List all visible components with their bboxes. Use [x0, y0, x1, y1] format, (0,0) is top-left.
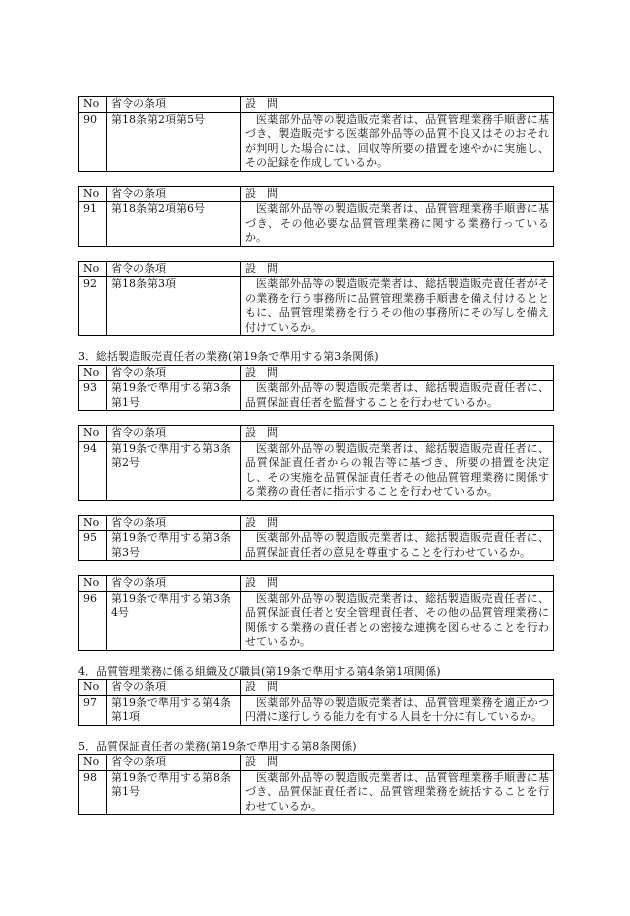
row-number: 92 — [79, 277, 107, 336]
question-table — [78, 365, 554, 412]
table-row — [79, 112, 554, 171]
header-article: 省令の条項 — [107, 261, 241, 277]
row-number: 90 — [79, 112, 107, 171]
table-row — [79, 695, 554, 725]
header-no: No — [79, 365, 107, 381]
row-question: 医薬部外品等の製造販売業者は、総括製造販売責任者がその業務を行う事務所に品質管理業務手順書を備え付けるとともに、品質管理業務を行うその他の事務所にその写しを備え付けているか。 — [241, 277, 554, 336]
header-question: 設 問 — [241, 755, 554, 771]
table-row — [79, 441, 554, 500]
row-article: 第19条で準用する第3条第3号 — [107, 531, 241, 561]
row-question: 医薬部外品等の製造販売業者は、品質管理業務を適正かつ円滑に遂行しうる能力を有する人員を十分に有しているか。 — [241, 695, 554, 725]
table-header-row — [79, 261, 554, 277]
row-question: 医薬部外品等の製造販売業者は、総括製造販売責任者に、品質保証責任者と安全管理責任者、その他の品質管理業務に関係する業務の責任者との密接な連携を図らせることを行わせているか。 — [241, 591, 554, 650]
question-table — [78, 515, 554, 562]
table-row — [79, 277, 554, 336]
header-no: No — [79, 515, 107, 531]
row-number: 95 — [79, 531, 107, 561]
row-article: 第19条で準用する第4条第1項 — [107, 695, 241, 725]
header-article: 省令の条項 — [107, 755, 241, 771]
header-question: 設 問 — [241, 261, 554, 277]
question-table — [78, 261, 554, 337]
row-question: 医薬部外品等の製造販売業者は、品質管理業務手順書に基づき、品質保証責任者に、品質管理業務を統括することを行わせているか。 — [241, 770, 554, 815]
table-row — [79, 202, 554, 247]
question-table — [78, 186, 554, 247]
header-article: 省令の条項 — [107, 515, 241, 531]
row-article: 第18条第2項第5号 — [107, 112, 241, 171]
row-number: 94 — [79, 441, 107, 500]
row-article: 第19条で準用する第8条第1号 — [107, 770, 241, 815]
header-question: 設 問 — [241, 97, 554, 113]
table-row — [79, 770, 554, 815]
header-no: No — [79, 186, 107, 202]
header-no: No — [79, 755, 107, 771]
header-article: 省令の条項 — [107, 576, 241, 592]
section-heading: 5．品質保証責任者の業務(第19条で準用する第8条関係) — [78, 739, 357, 753]
row-article: 第19条で準用する第3条第2号 — [107, 441, 241, 500]
row-article: 第18条第3項 — [107, 277, 241, 336]
question-table — [78, 679, 554, 726]
header-no: No — [79, 426, 107, 442]
table-row — [79, 591, 554, 650]
table-row — [79, 531, 554, 561]
row-article: 第18条第2項第6号 — [107, 202, 241, 247]
header-question: 設 問 — [241, 576, 554, 592]
section-heading: 4．品質管理業務に係る組織及び職員(第19条で準用する第4条第1項関係) — [78, 664, 441, 678]
table-header-row — [79, 515, 554, 531]
table-header-row — [79, 186, 554, 202]
row-number: 93 — [79, 381, 107, 411]
row-question: 医薬部外品等の製造販売業者は、品質管理業務手順書に基づき、製造販売する医薬部外品等の品質不良又はそのおそれが判明した場合には、回収等所要の措置を速やかに実施し、その記録を作成しているか。 — [241, 112, 554, 171]
header-no: No — [79, 680, 107, 696]
row-question: 医薬部外品等の製造販売業者は、品質管理業務手順書に基づき、その他必要な品質管理業務に関する業務行っているか。 — [241, 202, 554, 247]
table-header-row — [79, 426, 554, 442]
table-header-row — [79, 680, 554, 696]
row-number: 97 — [79, 695, 107, 725]
header-no: No — [79, 261, 107, 277]
question-table — [78, 575, 554, 651]
question-table — [78, 754, 554, 815]
header-question: 設 問 — [241, 186, 554, 202]
header-article: 省令の条項 — [107, 426, 241, 442]
document-body — [78, 96, 554, 829]
row-number: 96 — [79, 591, 107, 650]
table-header-row — [79, 97, 554, 113]
row-number: 98 — [79, 770, 107, 815]
header-question: 設 問 — [241, 680, 554, 696]
row-article: 第19条で準用する第3条第1号 — [107, 381, 241, 411]
row-article: 第19条で準用する第3条4号 — [107, 591, 241, 650]
header-question: 設 問 — [241, 426, 554, 442]
header-question: 設 問 — [241, 365, 554, 381]
row-question: 医薬部外品等の製造販売業者は、総括製造販売責任者に、品質保証責任者の意見を尊重することを行わせているか。 — [241, 531, 554, 561]
header-question: 設 問 — [241, 515, 554, 531]
section-heading: 3．総括製造販売責任者の業務(第19条で準用する第3条関係) — [78, 350, 379, 363]
table-header-row — [79, 755, 554, 771]
header-no: No — [79, 97, 107, 113]
question-table — [78, 96, 554, 172]
row-question: 医薬部外品等の製造販売業者は、総括製造販売責任者に、品質保証責任者からの報告等に基づき、所要の措置を決定し、その実施を品質保証責任者その他品質管理業務に関係する業務の責任者に指示することを行わせているか。 — [241, 441, 554, 500]
table-header-row — [79, 365, 554, 381]
table-header-row — [79, 576, 554, 592]
table-row — [79, 381, 554, 411]
header-article: 省令の条項 — [107, 365, 241, 381]
header-article: 省令の条項 — [107, 186, 241, 202]
header-no: No — [79, 576, 107, 592]
question-table — [78, 425, 554, 501]
row-number: 91 — [79, 202, 107, 247]
header-article: 省令の条項 — [107, 97, 241, 113]
header-article: 省令の条項 — [107, 680, 241, 696]
row-question: 医薬部外品等の製造販売業者は、総括製造販売責任者に、品質保証責任者を監督することを行わせているか。 — [241, 381, 554, 411]
